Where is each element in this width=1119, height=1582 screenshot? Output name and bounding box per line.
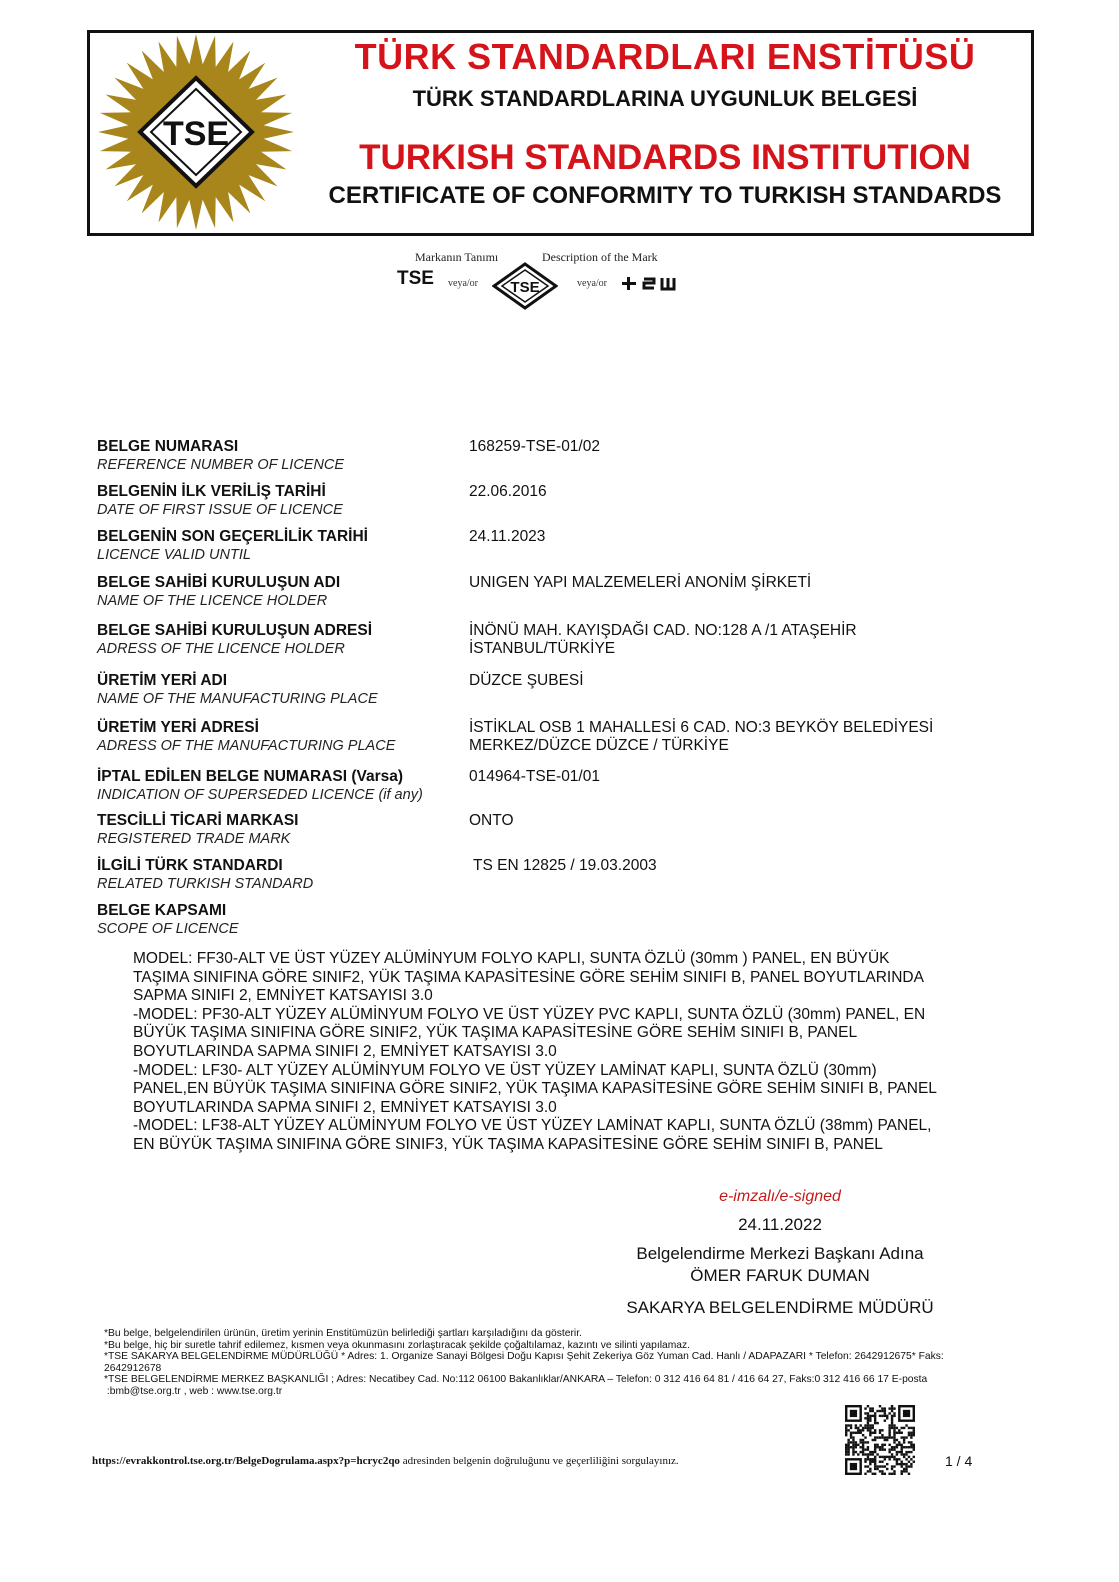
page-number: 1 / 4	[945, 1453, 973, 1469]
field-trade-mark	[97, 812, 1027, 847]
field-related-standard	[97, 857, 1027, 892]
field-value-line-2: İSTANBUL/TÜRKİYE	[469, 640, 616, 657]
field-value-line-1: İNÖNÜ MAH. KAYIŞDAĞI CAD. NO:128 A /1 ATAŞEHİR	[469, 622, 857, 639]
field-value: 168259-TSE-01/02	[469, 438, 600, 455]
field-value: ONTO	[469, 812, 514, 829]
note-line: *TSE SAKARYA BELGELENDİRME MÜDÜRLÜĞÜ * Adres: 1. Organize Sanayi Bölgesi Doğu Kapısı Şehit Zekeriya Göz Yuman Cad. Hanlı / ADAPAZARI * Telefon: 2642912675* Faks:	[104, 1351, 944, 1363]
verification-footer	[92, 1455, 679, 1467]
mark-veya-2: veya/or	[577, 278, 607, 289]
mark-label-en: Description of the Mark	[542, 250, 658, 264]
scope-line: BOYUTLARINDA SAPMA SINIFI 2, EMNİYET KATSAYISI 3.0	[133, 1042, 557, 1060]
field-label-en: ADRESS OF THE LICENCE HOLDER	[97, 641, 345, 657]
field-reference-number	[97, 438, 1027, 473]
field-value: 24.11.2023	[469, 528, 546, 545]
field-licence-holder-name	[97, 574, 1027, 609]
field-label-en: DATE OF FIRST ISSUE OF LICENCE	[97, 502, 343, 518]
field-label-en: NAME OF THE LICENCE HOLDER	[97, 593, 328, 609]
legal-notes	[104, 1328, 1034, 1398]
title-en: TURKISH STANDARDS INSTITUTION	[359, 138, 971, 177]
field-label-en: REGISTERED TRADE MARK	[97, 831, 291, 847]
field-manufacturing-place-address	[97, 719, 1027, 754]
field-value: TS EN 12825 / 19.03.2003	[469, 857, 657, 874]
field-label-tr: İLGİLİ TÜRK STANDARDI	[97, 857, 283, 874]
subtitle-en: CERTIFICATE OF CONFORMITY TO TURKISH STANDARDS	[328, 182, 1002, 209]
field-licence-holder-address	[97, 622, 1027, 657]
note-line: *TSE BELGELENDİRME MERKEZ BAŞKANLIĞI ; Adres: Necatibey Cad. No:112 06100 Bakanlıklar/ANKARA – Telefon: 0 312 416 64 81 / 416 64 27, Faks:0 312 416 66 17 E-posta	[104, 1374, 928, 1386]
field-manufacturing-place-name	[97, 672, 1027, 707]
field-label-tr: BELGENİN İLK VERİLİŞ TARİHİ	[97, 483, 326, 500]
field-label-tr: BELGE SAHİBİ KURULUŞUN ADRESİ	[97, 622, 372, 639]
scope-line: -MODEL: PF30-ALT YÜZEY ALÜMİNYUM FOLYO VE ÜST YÜZEY PVC KAPLI, SUNTA ÖZLÜ (30mm) PANEL, EN	[133, 1005, 926, 1023]
verification-link[interactable]: https://evrakkontrol.tse.org.tr/BelgeDogrulama.aspx?p=hcryc2qo	[92, 1455, 400, 1467]
scope-line: PANEL,EN BÜYÜK TAŞIMA SINIFINA GÖRE SINIF2, YÜK TAŞIMA KAPASİTESİNE GÖRE SEHİM SINIFI B, PANEL	[133, 1080, 937, 1098]
field-value: 22.06.2016	[469, 483, 547, 500]
field-superseded-licence	[97, 768, 1027, 803]
field-label-en: INDICATION OF SUPERSEDED LICENCE (if any)	[97, 787, 423, 803]
field-first-issue-date	[97, 483, 1027, 518]
signatory-name: ÖMER FARUK DUMAN	[690, 1266, 870, 1285]
note-line: *Bu belge, hiç bir suretle tahrif edilemez, kısmen veya okunmasını zorlaştıracak şekilde çoğaltılamaz, kazıntı ve silinti yapılamaz.	[104, 1339, 691, 1351]
field-label-tr: ÜRETİM YERİ ADRESİ	[97, 719, 259, 736]
mark-logo-text: TSE	[510, 279, 540, 296]
field-label-en: RELATED TURKISH STANDARD	[97, 876, 314, 892]
field-value-line-2: MERKEZ/DÜZCE DÜZCE / TÜRKİYE	[469, 737, 729, 754]
mark-tse-text: TSE	[397, 268, 434, 289]
signature-date: 24.11.2022	[738, 1215, 822, 1234]
qr-code-icon[interactable]	[845, 1405, 915, 1475]
note-line: *Bu belge, belgelendirilen ürünün, üretim yerinin Enstitümüzün belirlediği şartları karşıladığını da gösterir.	[104, 1328, 582, 1339]
field-valid-until	[97, 528, 1027, 563]
field-label-en: ADRESS OF THE MANUFACTURING PLACE	[97, 738, 396, 754]
field-label-en: NAME OF THE MANUFACTURING PLACE	[97, 691, 378, 707]
verification-text: adresinden belgenin doğruluğunu ve geçerliliğini sorgulayınız.	[399, 1455, 679, 1467]
field-value: UNIGEN YAPI MALZEMELERİ ANONİM ŞİRKETİ	[469, 574, 812, 591]
field-label-tr: İPTAL EDİLEN BELGE NUMARASI (Varsa)	[97, 768, 404, 785]
field-label-tr: BELGE SAHİBİ KURULUŞUN ADI	[97, 574, 341, 591]
tse-rotated-mark-icon	[620, 276, 680, 292]
tse-diamond-logo-icon	[492, 262, 558, 310]
subtitle-tr: TÜRK STANDARDLARINA UYGUNLUK BELGESİ	[412, 86, 918, 111]
title-tr: TÜRK STANDARDLARI ENSTİTÜSÜ	[354, 36, 976, 77]
mark-description	[390, 250, 690, 312]
field-value: 014964-TSE-01/01	[469, 768, 600, 785]
seal-text: TSE	[162, 115, 230, 153]
note-line: :bmb@tse.org.tr , web : www.tse.org.tr	[104, 1385, 283, 1397]
mark-veya-1: veya/or	[448, 278, 478, 289]
field-label-en: SCOPE OF LICENCE	[97, 921, 239, 937]
field-label-en: REFERENCE NUMBER OF LICENCE	[97, 457, 345, 473]
field-label-tr: TESCİLLİ TİCARİ MARKASI	[97, 812, 299, 829]
scope-line: EN BÜYÜK TAŞIMA SINIFINA GÖRE SINIF3, YÜK TAŞIMA KAPASİTESİNE GÖRE SEHİM SINIFI B, PANEL	[133, 1135, 883, 1153]
scope-line: TAŞIMA SINIFINA GÖRE SINIF2, YÜK TAŞIMA KAPASİTESİNE GÖRE SEHİM SINIFI B, PANEL BOYUTLARINDA	[133, 968, 924, 986]
scope-line: BÜYÜK TAŞIMA SINIFINA GÖRE SINIF2, YÜK TAŞIMA KAPASİTESİNE GÖRE SEHİM SINIFI B, PANEL	[133, 1024, 858, 1042]
signatory-directorate: SAKARYA BELGELENDİRME MÜDÜRÜ	[626, 1298, 934, 1317]
field-label-tr: BELGENİN SON GEÇERLİLİK TARİHİ	[97, 528, 368, 545]
tse-seal-icon	[94, 33, 299, 232]
field-scope	[97, 902, 1027, 937]
scope-line: BOYUTLARINDA SAPMA SINIFI 2, EMNİYET KATSAYISI 3.0	[133, 1098, 557, 1116]
field-label-tr: ÜRETİM YERİ ADI	[97, 672, 228, 689]
signatory-title: Belgelendirme Merkezi Başkanı Adına	[636, 1244, 924, 1263]
note-line: 2642912678	[104, 1362, 162, 1374]
field-value: DÜZCE ŞUBESİ	[469, 672, 584, 689]
field-label-tr: BELGE NUMARASI	[97, 438, 239, 455]
scope-line: MODEL: FF30-ALT VE ÜST YÜZEY ALÜMİNYUM FOLYO KAPLI, SUNTA ÖZLÜ (30mm ) PANEL, EN BÜYÜK	[133, 950, 890, 967]
field-label-tr: BELGE KAPSAMI	[97, 902, 227, 919]
scope-line: -MODEL: LF30- ALT YÜZEY ALÜMİNYUM FOLYO VE ÜST YÜZEY LAMİNAT KAPLI, SUNTA ÖZLÜ (30mm)	[133, 1061, 877, 1079]
field-label-en: LICENCE VALID UNTIL	[97, 547, 251, 563]
field-value	[469, 622, 857, 658]
esigned-label: e-imzalı/e-signed	[719, 1188, 841, 1205]
mark-label-tr: Markanın Tanımı	[415, 250, 499, 264]
field-value-line-1: İSTİKLAL OSB 1 MAHALLESİ 6 CAD. NO:3 BEYKÖY BELEDİYESİ	[469, 719, 934, 736]
field-value	[469, 719, 933, 755]
scope-line: SAPMA SINIFI 2, EMNİYET KATSAYISI 3.0	[133, 987, 433, 1005]
scope-line: -MODEL: LF38-ALT YÜZEY ALÜMİNYUM FOLYO VE ÜST YÜZEY LAMİNAT KAPLI, SUNTA ÖZLÜ (38mm) PANEL,	[133, 1117, 932, 1135]
scope-text	[133, 950, 1013, 1155]
